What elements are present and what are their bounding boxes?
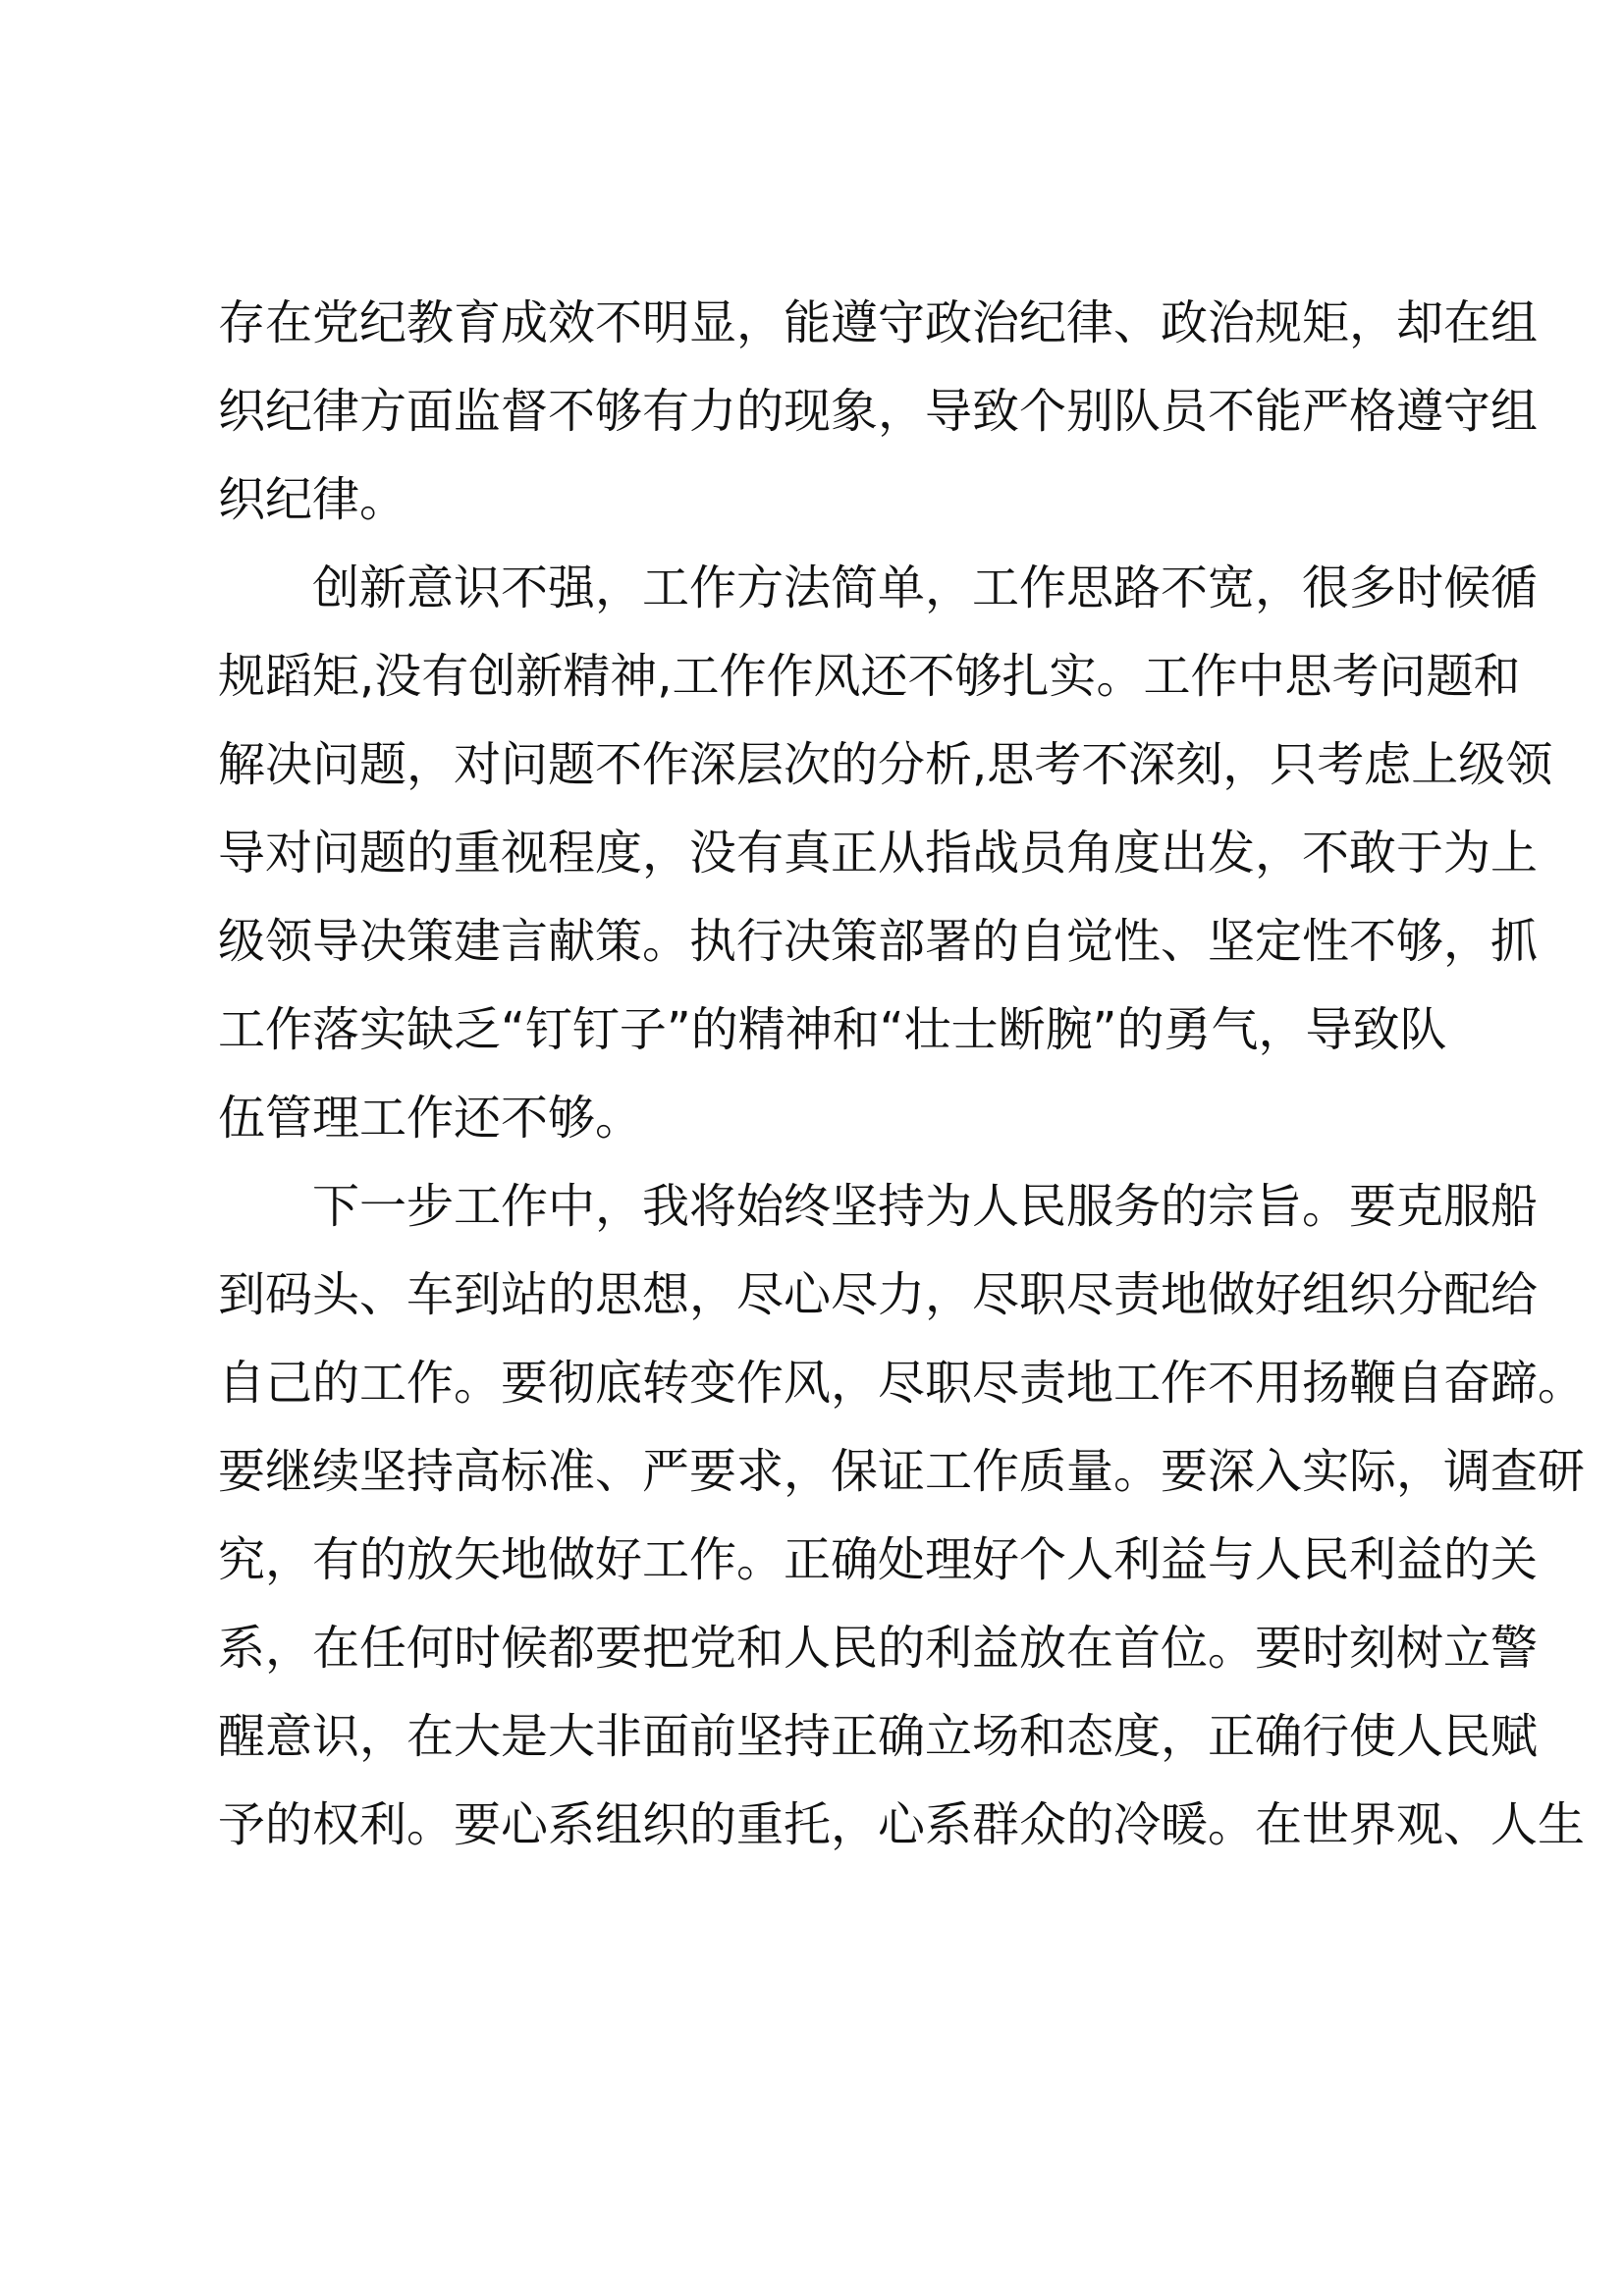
text-line: 解决问题，对问题不作深层次的分析,思考不深刻，只考虑上级领	[218, 737, 1553, 792]
text-line: 存在党纪教育成效不明显，能遵守政治纪律、政治规矩，却在组	[218, 295, 1539, 350]
text-line: 予的权利。要心系组织的重托，心系群众的冷暖。在世界观、人生	[218, 1797, 1586, 1852]
paragraph-1	[218, 279, 1539, 544]
text-line: 下一步工作中，我将始终坚持为人民服务的宗旨。要克服船	[312, 1179, 1539, 1234]
text-line: 要继续坚持高标准、严要求，保证工作质量。要深入实际，调查研	[218, 1444, 1586, 1499]
text-line: 伍管理工作还不够。	[218, 1091, 643, 1146]
text-line: 创新意识不强，工作方法简单，工作思路不宽，很多时候循	[312, 561, 1539, 615]
text-line: 醒意识，在大是大非面前坚持正确立场和态度，正确行使人民赋	[218, 1709, 1539, 1764]
document-body	[218, 279, 1586, 1869]
paragraph-2	[218, 544, 1553, 1162]
text-line: 织纪律方面监督不够有力的现象，导致个别队员不能严格遵守组	[218, 384, 1539, 439]
text-line: 织纪律。	[218, 472, 407, 527]
text-line: 规蹈矩,没有创新精神,工作作风还不够扎实。工作中思考问题和	[218, 649, 1521, 704]
text-line: 系，在任何时候都要把党和人民的利益放在首位。要时刻树立警	[218, 1621, 1539, 1676]
text-line: 自己的工作。要彻底转变作风，尽职尽责地工作不用扬鞭自奋蹄。	[218, 1356, 1586, 1411]
paragraph-3	[218, 1162, 1586, 1869]
text-line: 工作落实缺乏“钉钉子”的精神和“壮士断腕”的勇气，导致队	[218, 1002, 1447, 1057]
text-line: 级领导决策建言献策。执行决策部署的自觉性、坚定性不够，抓	[218, 914, 1539, 969]
text-line: 究，有的放矢地做好工作。正确处理好个人利益与人民利益的关	[218, 1532, 1539, 1587]
text-line: 到码头、车到站的思想，尽心尽力，尽职尽责地做好组织分配给	[218, 1267, 1539, 1322]
text-line: 导对问题的重视程度，没有真正从指战员角度出发，不敢于为上	[218, 826, 1539, 881]
